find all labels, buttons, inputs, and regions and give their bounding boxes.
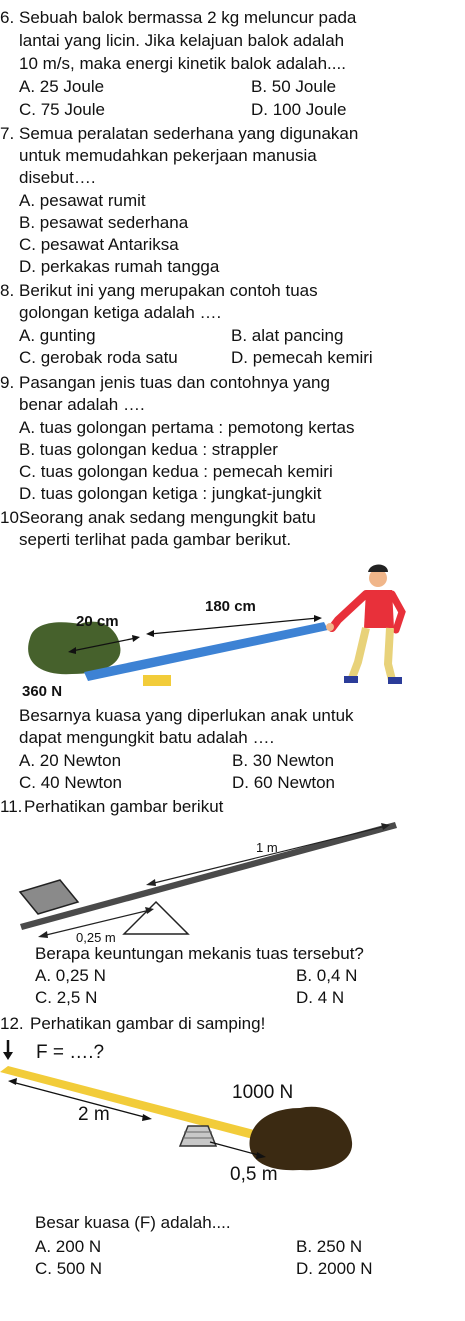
option-c: C. 75 Joule xyxy=(19,100,105,119)
arrow-head xyxy=(314,615,322,622)
option-b: B. 250 N xyxy=(296,1237,363,1256)
arrow-head xyxy=(142,1114,152,1121)
label-arm-load: 0,5 m xyxy=(230,1164,278,1185)
option-b: B. 0,4 N xyxy=(296,966,358,985)
arrow-line xyxy=(150,826,386,884)
force-arrow-head xyxy=(3,1052,13,1060)
arrow-head xyxy=(38,931,48,938)
lever-figure-q10 xyxy=(0,560,465,705)
option-d: D. tuas golongan ketiga : jungkat-jungkit xyxy=(19,484,322,503)
question-text-line: Perhatikan gambar di samping! xyxy=(30,1014,266,1033)
option-a: A. 20 Newton xyxy=(19,751,122,770)
label-arm-effort: 2 m xyxy=(78,1104,110,1125)
question-text-line: dapat mengungkit batu adalah …. xyxy=(19,728,275,747)
option-d: D. pemecah kemiri xyxy=(231,348,373,367)
label-short-arm: 0,25 m xyxy=(76,930,116,945)
question-number: 7. xyxy=(0,124,15,143)
option-a: A. 200 N xyxy=(35,1237,102,1256)
option-c: C. tuas golongan kedua : pemecah kemiri xyxy=(19,462,333,481)
question-text-line: Seorang anak sedang mengungkit batu xyxy=(19,508,316,527)
option-c: C. gerobak roda satu xyxy=(19,348,178,367)
option-b: B. 50 Joule xyxy=(251,77,337,96)
label-long-arm: 1 m xyxy=(256,840,278,855)
question-text-line: disebut…. xyxy=(19,168,96,187)
question-text-line: Berapa keuntungan mekanis tuas tersebut? xyxy=(35,944,364,963)
fulcrum xyxy=(180,1126,216,1146)
question-number: 6. xyxy=(0,8,15,27)
option-d: D. 100 Joule xyxy=(251,100,347,119)
arrow-head xyxy=(146,879,156,886)
load-box xyxy=(20,880,78,914)
question-text-line: benar adalah …. xyxy=(19,395,145,414)
question-text-line: lantai yang licin. Jika kelajuan balok adalah xyxy=(19,31,345,50)
option-d: D. 60 Newton xyxy=(232,773,335,792)
question-number: 12. xyxy=(0,1014,24,1033)
option-c: C. 2,5 N xyxy=(35,988,98,1007)
question-text-line: Besar kuasa (F) adalah.... xyxy=(35,1213,231,1232)
option-c: C. 40 Newton xyxy=(19,773,122,792)
question-text-line: golongan ketiga adalah …. xyxy=(19,303,222,322)
question-number: 9. xyxy=(0,373,15,392)
question-number: 8. xyxy=(0,281,15,300)
option-b: B. tuas golongan kedua : strappler xyxy=(19,440,278,459)
option-d: D. 2000 N xyxy=(296,1259,373,1278)
lever-figure-q11 xyxy=(0,818,465,946)
option-a: A. gunting xyxy=(19,326,96,345)
question-number: 11. xyxy=(0,797,23,816)
option-d: D. 4 N xyxy=(296,988,345,1007)
option-a: A. tuas golongan pertama : pemotong kertas xyxy=(19,418,355,437)
question-text-line: untuk memudahkan pekerjaan manusia xyxy=(19,146,317,165)
arrow-head xyxy=(8,1078,17,1085)
fulcrum xyxy=(124,902,188,934)
question-text-line: Perhatikan gambar berikut xyxy=(24,797,224,816)
lever-bar xyxy=(20,822,397,930)
rock xyxy=(249,1107,352,1171)
option-b: B. pesawat sederhana xyxy=(19,213,189,232)
option-a: A. pesawat rumit xyxy=(19,191,146,210)
option-c: C. 500 N xyxy=(35,1259,103,1278)
label-arm-effort: 180 cm xyxy=(205,598,256,615)
question-text-line: 10 m/s, maka energi kinetik balok adalah.... xyxy=(19,54,346,73)
label-arm-load: 20 cm xyxy=(76,613,119,630)
label-weight: 1000 N xyxy=(232,1082,294,1103)
child-figure xyxy=(326,565,402,685)
arrow-head xyxy=(146,630,154,637)
option-a: A. 25 Joule xyxy=(19,77,105,96)
arrow-head xyxy=(132,635,140,642)
option-a: A. 0,25 N xyxy=(35,966,106,985)
question-text-line: Sebuah balok bermassa 2 kg meluncur pada xyxy=(19,8,357,27)
question-text-line: Berikut ini yang merupakan contoh tuas xyxy=(19,281,318,300)
label-force: F = ….? xyxy=(36,1042,105,1063)
question-text-line: seperti terlihat pada gambar berikut. xyxy=(19,530,292,549)
option-b: B. alat pancing xyxy=(231,326,344,345)
lever-bar xyxy=(84,622,328,681)
question-text-line: Besarnya kuasa yang diperlukan anak untuk xyxy=(19,706,354,725)
question-number: 10. xyxy=(0,508,24,527)
lever-figure-q12 xyxy=(0,1038,465,1198)
question-text-line: Semua peralatan sederhana yang digunakan xyxy=(19,124,359,143)
fulcrum xyxy=(143,675,171,686)
option-d: D. perkakas rumah tangga xyxy=(19,257,220,276)
option-b: B. 30 Newton xyxy=(232,751,335,770)
label-weight: 360 N xyxy=(22,683,63,700)
question-text-line: Pasangan jenis tuas dan contohnya yang xyxy=(19,373,330,392)
option-c: C. pesawat Antariksa xyxy=(19,235,179,254)
